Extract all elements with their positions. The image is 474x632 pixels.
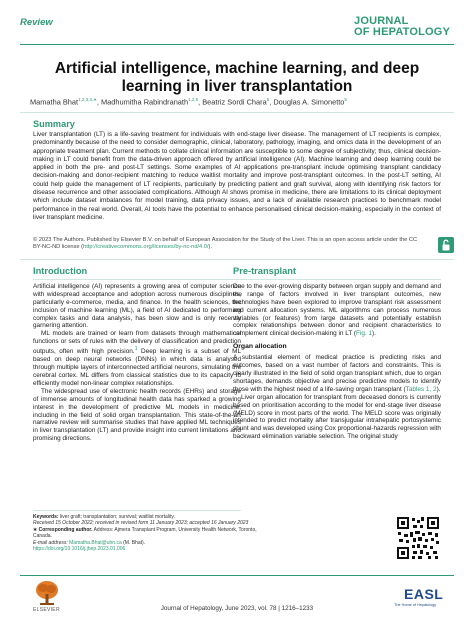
corresponding-author-line <box>33 527 273 540</box>
open-access-icon <box>438 237 454 253</box>
copyright-end: ). <box>208 244 213 250</box>
pretransplant-rule <box>233 279 441 280</box>
paragraph-text: ML models are trained or learn from datasets through mathematical functions or sets of rules with the delivery of classification and prediction outputs, often with high precision. <box>33 330 241 356</box>
paragraph-text: A substantial element of medical practice is predicting risks and outcomes, based on a vast number of factors and constraints. This is clearly illustrated in the field of solid organ transplant which, due to organ shortages, demands objective and precise predictive models to identify those with the highest need of a life-saving organ transplant ( <box>233 354 441 393</box>
qr-code-icon <box>395 515 441 561</box>
corresponding-label: ∗ Corresponding author. <box>33 526 93 533</box>
email-label: E-mail address: <box>33 539 68 546</box>
author-list: Mamatha Bhat$^{1,2,3,4,∗}$, Madhumitha Rabindranath$^{1,2,5}$, Beatriz Sordi Chara$^5$, Douglas A. Simonetto$^5$ <box>30 97 347 107</box>
doi-link[interactable]: https://doi.org/10.1016/j.jhep.2023.01.006 <box>33 546 126 553</box>
organ-allocation-paragraph-2: Liver organ allocation for transplant from deceased donors is currently based on prioritisation according to the model for end-stage liver disease (MELD) score in most parts of the world. The MELD score was originally intended to predict mortality after transjugular intrahepatic portosystemic shunt and was developed using Cox proportional-hazards regression with backward elimination variable selection. The original study <box>233 393 441 441</box>
article-type-label: Review <box>20 17 53 28</box>
summary-heading: Summary <box>33 119 75 129</box>
paragraph-end: ). <box>436 385 441 393</box>
figure-ref[interactable]: Fig. 1 <box>356 330 372 338</box>
organ-allocation-heading: Organ allocation <box>233 343 287 351</box>
journal-line-2: OF HEPATOLOGY <box>354 26 451 38</box>
copyright-text: © 2023 The Authors. Published by Elsevier B.V. on behalf of European Association for the Study of the Liver. This is an open access article under the CC BY-NC-ND license ( <box>33 237 418 250</box>
summary-divider <box>20 112 454 113</box>
summary-text: Liver transplantation (LT) is a life-saving treatment for individuals with end-stage liver disease. The management of LT recipients is complex, predominantly because of the need to consider demographic, clinical, laboratory, pathology, imaging, and omics data in the development of an appropriate treatment plan. Current methods to collate clinical information are susceptible to some degree of subjectivity; thus, clinical decision-making in LT could benefit from the data-driven approach offered by artificial intelligence (AI). Machine learning and deep learning could be applied in both the pre- and post-LT settings. Some examples of AI applications pre-transplant include optimising transplant candidacy decision-making and donor-recipient matching to reduce waitlist mortality and improve post-transplant outcomes. In the post-LT setting, AI could help guide the management of LT recipients, particularly by predicting patient and graft survival, along with identifying risk factors for disease recurrence and other associated complications. Although AI shows promise in medicine, there are limitations to its clinical deployment which include dataset imbalances for model training, data privacy issues, and a lack of available research practices to benchmark model performance in the real world. Overall, AI tools have the potential to enhance personalised clinical decision-making, especially in the context of liver transplant medicine. <box>33 131 441 221</box>
license-link[interactable]: http://creativecommons.org/licenses/by-nc-nd/4.0/ <box>83 244 209 250</box>
pretransplant-heading: Pre-transplant <box>233 266 297 276</box>
author-name: Douglas A. Simonetto <box>273 97 345 107</box>
article-title: Artificial intelligence, machine learning, and deep learning in liver transplantation <box>54 60 420 95</box>
table-ref[interactable]: Tables 1, 2 <box>405 385 437 393</box>
right-column <box>233 268 441 441</box>
footnote-divider <box>33 510 241 511</box>
publisher-name: ELSEVIER <box>33 607 60 613</box>
introduction-rule <box>33 279 241 280</box>
pretransplant-paragraph-1 <box>233 283 441 338</box>
left-column <box>33 268 241 443</box>
introduction-paragraph-1: Artificial intelligence (AI) represents a growing area of computer science with widespread acceptance and adoption across numerous disciplines, particularly e-commerce, media, and finance. In the health sciences, the inclusion of machine learning (ML), a field of AI dedicated to performing complex tasks and data analysis, has been slow and is only recently garnering attention. <box>33 282 241 330</box>
author-affiliation: 5 <box>344 97 347 102</box>
author-name: Beatriz Sordi Chara <box>202 97 267 107</box>
society-logo-text: EASL <box>404 586 444 602</box>
keywords-text: liver graft; transplantation; survival; waitlist mortality. <box>58 514 175 520</box>
article-footnote <box>33 514 273 552</box>
header-divider <box>20 44 454 45</box>
footer-divider <box>20 575 454 576</box>
elsevier-logo-graphic <box>33 579 61 607</box>
society-tagline: The Home of Hepatology <box>394 603 437 607</box>
qr-code-graphic <box>395 515 441 561</box>
author-affiliation: 1,2,3,4,∗ <box>78 97 97 102</box>
received-dates: Received 15 October 2022; received in revised form 11 January 2023; accepted 16 January 2023 <box>33 520 249 527</box>
journal-logo-text <box>354 16 454 38</box>
paragraph-text-continued: Deep learning is a subset of ML based on deep neural networks (DNNs) in which data is analysed through multiple layers of interconnected artificial neurons, simulating the cerebral cortex. ML differs from classical statistics due to its capacity to efficiently model non-linear complex relationships. <box>33 348 241 387</box>
paragraph-text: Due to the ever-growing disparity between organ supply and demand and the range of factors involved in liver transplant outcomes, new technologies have been explored to improve transplant risk assessment and current allocation systems. ML algorithms can process numerous variables (or features) from large datasets and potentially establish complex relationships between donor and recipient characteristics to complement clinical decision-making in LT ( <box>233 282 441 338</box>
introduction-heading: Introduction <box>33 266 88 276</box>
email-suffix: (M. Bhat). <box>121 539 146 546</box>
open-lock-icon <box>438 237 454 253</box>
keywords-label: Keywords: <box>33 514 59 520</box>
paragraph-end: ). <box>372 330 376 338</box>
copyright-notice <box>33 237 425 251</box>
author-name: Mamatha Bhat <box>30 97 79 107</box>
corresponding-address: Address: Ajmera Transplant Program, University Health Network, Toronto, Canada. <box>33 526 257 540</box>
organ-allocation-paragraph-1 <box>233 354 441 394</box>
introduction-paragraph-2 <box>33 330 241 387</box>
introduction-paragraph-3: The widespread use of electronic health records (EHRs) and storage of immense amounts of longitudinal health data has sparked a growing interest in the development of predictive ML models in medicine, including in the field of solid organ transplantation. This state-of-the-art narrative review will summarise studies that have applied ML techniques in liver transplantation (LT) and provide insight into current limitations and promising directions. <box>33 387 241 443</box>
author-affiliation: 1,2,5 <box>188 97 199 102</box>
citation-ref[interactable]: 1 <box>134 346 138 353</box>
author-affiliation: 5 <box>266 97 270 102</box>
author-name: Madhumitha Rabindranath <box>100 97 189 107</box>
email-link[interactable]: Mamatha.Bhat@uhn.ca <box>69 539 122 546</box>
journal-line-1: JOURNAL <box>354 15 409 27</box>
journal-citation: Journal of Hepatology, June 2023, vol. 78 | 1216–1233 <box>160 605 314 612</box>
elsevier-tree-icon <box>33 579 61 607</box>
section-divider <box>20 259 454 260</box>
